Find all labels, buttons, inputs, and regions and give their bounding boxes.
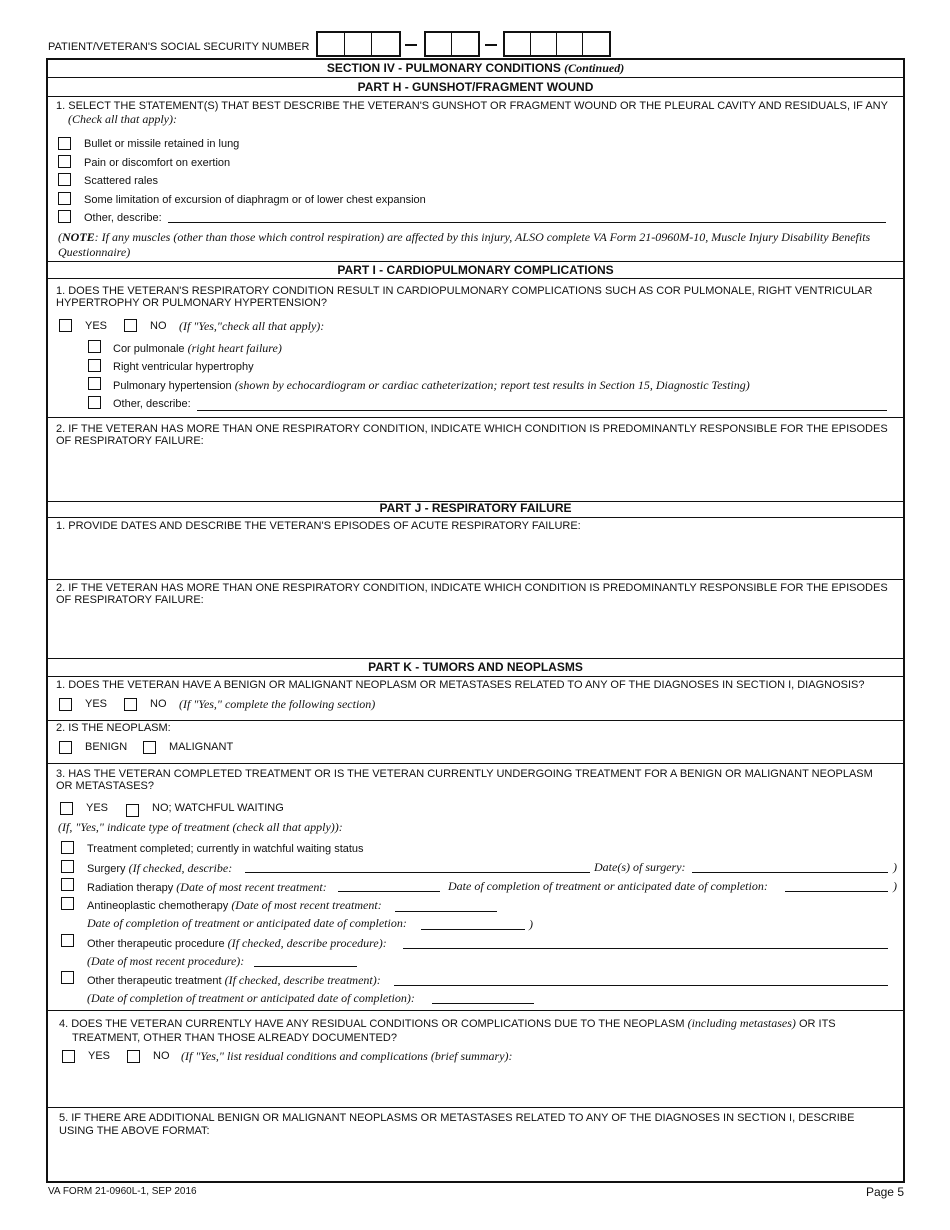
other-treatment-field[interactable] xyxy=(394,985,888,986)
ssn-part-2[interactable] xyxy=(424,31,480,57)
part-h-question-1: 1. SELECT THE STATEMENT(S) THAT BEST DESCRIBE THE VETERAN'S GUNSHOT OR FRAGMENT WOUND OR THE PLEURAL CAVITY AND RESIDUALS, IF ANY (Check all that apply): xyxy=(56,100,888,126)
checkbox-yes[interactable] xyxy=(59,698,72,711)
page-number: Page 5 xyxy=(865,1185,904,1199)
checkbox-no[interactable] xyxy=(124,319,137,332)
checkbox-radiation[interactable] xyxy=(61,878,74,891)
checkbox-scattered-rales[interactable] xyxy=(58,173,71,186)
checkbox-malignant[interactable] xyxy=(143,741,156,754)
other-procedure-label: Other therapeutic procedure (If checked, describe procedure): xyxy=(87,936,387,950)
other-describe-field[interactable] xyxy=(168,222,886,223)
checkbox-treatment-completed[interactable] xyxy=(61,841,74,854)
ssn-digit[interactable] xyxy=(505,33,531,55)
checkbox-watchful-waiting[interactable] xyxy=(126,804,139,817)
part-k-title: PART K - TUMORS AND NEOPLASMS xyxy=(368,660,583,674)
treatment-completion-field[interactable] xyxy=(432,1003,534,1004)
part-k-question-3: 3. HAS THE VETERAN COMPLETED TREATMENT OR IS THE VETERAN CURRENTLY UNDERGOING TREATMENT FOR A BENIGN OR MALIGNANT NEOPLASM OR METASTASES? xyxy=(56,768,873,792)
other-procedure-field[interactable] xyxy=(403,948,888,949)
checkbox-rv-hypertrophy[interactable] xyxy=(88,359,101,372)
part-k-question-1: 1. DOES THE VETERAN HAVE A BENIGN OR MALIGNANT NEOPLASM OR METASTASES RELATED TO ANY OF THE DIAGNOSES IN SECTION I, DIAGNOSIS? xyxy=(56,679,865,691)
option-other: Other, describe: xyxy=(113,398,191,410)
form-number: VA FORM 21-0960L-1, SEP 2016 xyxy=(48,1186,197,1197)
radiation-recent-date-field[interactable] xyxy=(338,891,440,892)
watchful-waiting-label: NO; WATCHFUL WAITING xyxy=(152,802,284,814)
part-k-question-5[interactable]: 5. IF THERE ARE ADDITIONAL BENIGN OR MALIGNANT NEOPLASMS OR METASTASES RELATED TO ANY OF THE DIAGNOSES IN SECTION I, DESCRIBE USING THE ABOVE FORMAT: xyxy=(59,1112,855,1137)
surgery-date-field[interactable] xyxy=(692,872,888,873)
surgery-label: Surgery (If checked, describe: xyxy=(87,861,233,875)
close-paren: ) xyxy=(529,917,533,931)
yes-label: YES xyxy=(85,698,108,710)
option-label: Scattered rales xyxy=(84,175,158,187)
yes-label: YES xyxy=(85,320,108,332)
ssn-digit[interactable] xyxy=(557,33,583,55)
chemotherapy-label: Antineoplastic chemotherapy (Date of most recent treatment: xyxy=(87,898,382,912)
surgery-date-label: Date(s) of surgery: xyxy=(594,860,686,874)
part-k-note: (If "Yes," complete the following section) xyxy=(179,697,376,711)
checkbox-other-treatment[interactable] xyxy=(61,971,74,984)
checkbox-bullet-retained[interactable] xyxy=(58,137,71,150)
checkbox-other[interactable] xyxy=(88,396,101,409)
section-title: SECTION IV - PULMONARY CONDITIONS (Continued) xyxy=(326,61,625,75)
ssn-part-3[interactable] xyxy=(503,31,611,57)
ssn-digit[interactable] xyxy=(345,33,372,55)
part-j-question-1[interactable]: 1. PROVIDE DATES AND DESCRIBE THE VETERAN'S EPISODES OF ACUTE RESPIRATORY FAILURE: xyxy=(56,520,581,532)
other-treatment-label: Other therapeutic treatment (If checked, describe treatment): xyxy=(87,973,381,987)
checkbox-chemotherapy[interactable] xyxy=(61,897,74,910)
part-j-title: PART J - RESPIRATORY FAILURE xyxy=(379,501,572,515)
yes-label: YES xyxy=(88,1050,111,1062)
yes-label: YES xyxy=(86,802,109,814)
radiation-label: Radiation therapy (Date of most recent treatment: xyxy=(87,880,327,894)
part-i-note: (If "Yes,"check all that apply): xyxy=(179,319,325,333)
radiation-completion-field[interactable] xyxy=(785,891,888,892)
part-j-question-2[interactable]: 2. IF THE VETERAN HAS MORE THAN ONE RESPIRATORY CONDITION, INDICATE WHICH CONDITION IS PREDOMINANTLY RESPONSIBLE FOR THE EPISODES OF RESPIRATORY FAILURE: xyxy=(56,582,888,606)
ssn-digit[interactable] xyxy=(318,33,345,55)
checkbox-limitation-excursion[interactable] xyxy=(58,192,71,205)
part-i-question-2[interactable]: 2. IF THE VETERAN HAS MORE THAN ONE RESPIRATORY CONDITION, INDICATE WHICH CONDITION IS PREDOMINANTLY RESPONSIBLE FOR THE EPISODES OF RESPIRATORY FAILURE: xyxy=(56,423,888,447)
procedure-date-label: (Date of most recent procedure): xyxy=(87,954,245,968)
checkbox-other-procedure[interactable] xyxy=(61,934,74,947)
chemo-recent-date-field[interactable] xyxy=(395,911,497,912)
no-label: NO xyxy=(150,320,167,332)
benign-label: BENIGN xyxy=(85,741,128,753)
checkbox-yes[interactable] xyxy=(62,1050,75,1063)
ssn-digit[interactable] xyxy=(531,33,557,55)
residual-note: (If "Yes," list residual conditions and complications (brief summary): xyxy=(181,1049,513,1063)
part-h-title: PART H - GUNSHOT/FRAGMENT WOUND xyxy=(357,80,594,94)
close-paren: ) xyxy=(893,879,897,893)
option-pulmonary-hypertension: Pulmonary hypertension (shown by echocardiogram or cardiac catheterization; report test results in Section 15, Diagnostic Testing) xyxy=(113,378,750,392)
option-label: Pain or discomfort on exertion xyxy=(84,157,231,169)
close-paren: ) xyxy=(893,860,897,874)
checkbox-no[interactable] xyxy=(124,698,137,711)
checkbox-pulmonary-hypertension[interactable] xyxy=(88,377,101,390)
no-label: NO xyxy=(153,1050,170,1062)
option-label: Some limitation of excursion of diaphragm or of lower chest expansion xyxy=(84,194,426,206)
treatment-note: (If, "Yes," indicate type of treatment (check all that apply)): xyxy=(58,820,343,834)
part-k-question-4: 4. DOES THE VETERAN CURRENTLY HAVE ANY RESIDUAL CONDITIONS OR COMPLICATIONS DUE TO THE NEOPLASM (including metastases) OR ITS TREATMENT, OTHER THAN THOSE ALREADY DOCUMENTED? xyxy=(59,1016,836,1044)
ssn-digit[interactable] xyxy=(426,33,452,55)
part-h-note: (NOTE: If any muscles (other than those which control respiration) are affected by this injury, ALSO complete VA Form 21-0960M-10, Muscle Injury Disability Benefits Questionnaire) xyxy=(58,230,871,259)
checkbox-pain-exertion[interactable] xyxy=(58,155,71,168)
part-i-title: PART I - CARDIOPULMONARY COMPLICATIONS xyxy=(337,263,614,277)
other-describe-field[interactable] xyxy=(197,410,887,411)
ssn-digit[interactable] xyxy=(583,33,609,55)
option-rv-hypertrophy: Right ventricular hypertrophy xyxy=(113,361,254,373)
no-label: NO xyxy=(150,698,167,710)
procedure-date-field[interactable] xyxy=(254,966,357,967)
ssn-dash xyxy=(485,44,497,46)
malignant-label: MALIGNANT xyxy=(169,741,234,753)
ssn-label: PATIENT/VETERAN'S SOCIAL SECURITY NUMBER xyxy=(48,41,310,53)
option-label: Other, describe: xyxy=(84,212,162,224)
part-k-question-2: 2. IS THE NEOPLASM: xyxy=(56,722,171,734)
treatment-completion-label: (Date of completion of treatment or anticipated date of completion): xyxy=(87,991,415,1005)
checkbox-yes[interactable] xyxy=(60,802,73,815)
ssn-digit[interactable] xyxy=(452,33,478,55)
option-label: Bullet or missile retained in lung xyxy=(84,138,240,150)
checkbox-other-describe[interactable] xyxy=(58,210,71,223)
form-frame xyxy=(46,58,905,1183)
ssn-digit[interactable] xyxy=(372,33,399,55)
chemo-completion-label: Date of completion of treatment or anticipated date of completion: xyxy=(87,916,407,930)
surgery-describe-field[interactable] xyxy=(245,872,590,873)
part-i-question-1: 1. DOES THE VETERAN'S RESPIRATORY CONDITION RESULT IN CARDIOPULMONARY COMPLICATIONS SUCH AS COR PULMONALE, RIGHT VENTRICULAR HYPERTROPHY OR PULMONARY HYPERTENSION? xyxy=(56,285,873,309)
ssn-part-1[interactable] xyxy=(316,31,401,57)
checkbox-yes[interactable] xyxy=(59,319,72,332)
chemo-completion-field[interactable] xyxy=(421,929,525,930)
checkbox-no[interactable] xyxy=(127,1050,140,1063)
ssn-dash xyxy=(405,44,417,46)
treatment-completed-label: Treatment completed; currently in watchful waiting status xyxy=(87,843,364,855)
option-cor-pulmonale: Cor pulmonale (right heart failure) xyxy=(113,341,282,355)
checkbox-benign[interactable] xyxy=(59,741,72,754)
radiation-completion-label: Date of completion of treatment or anticipated date of completion: xyxy=(448,879,768,893)
checkbox-cor-pulmonale[interactable] xyxy=(88,340,101,353)
checkbox-surgery[interactable] xyxy=(61,860,74,873)
